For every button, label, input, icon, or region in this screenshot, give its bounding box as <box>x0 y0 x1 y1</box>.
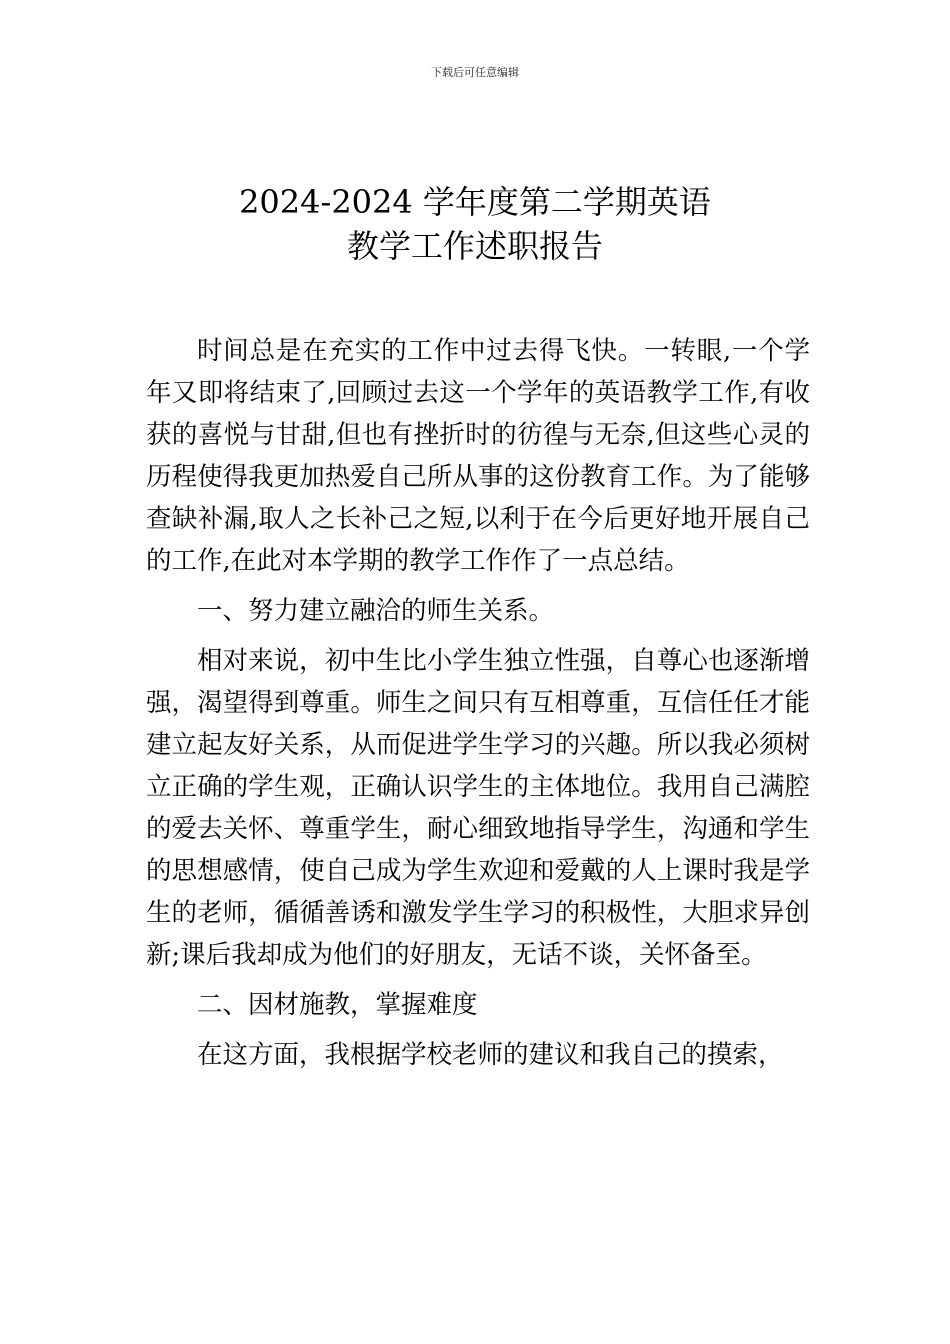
paragraph-section-1: 相对来说，初中生比小学生独立性强，自尊心也逐渐增强，渴望得到尊重。师生之间只有互相尊重，互信任任才能建立起友好关系，从而促进学生学习的兴趣。所以我必须树立正确的学生观，正确认识学生的主体地位。我用自己满腔的爱去关怀、尊重学生，耐心细致地指导学生，沟通和学生的思想感情，使自己成为学生欢迎和爱戴的人上课时我是学生的老师，循循善诱和激发学生学习的积极性，大胆求异创新;课后我却成为他们的好朋友，无话不谈，关怀备至。 <box>146 646 810 970</box>
paragraph-intro: 时间总是在充实的工作中过去得飞快。一转眼,一个学年又即将结束了,回顾过去这一个学年的英语教学工作,有收获的喜悦与甘甜,但也有挫折时的彷徨与无奈,但这些心灵的历程使得我更加热爱自己所从事的这份教育工作。为了能够查缺补漏,取人之长补己之短,以利于在今后更好地开展自己的工作,在此对本学期的教学工作作了一点总结。 <box>146 336 810 576</box>
section-heading-1: 一、努力建立融洽的师生关系。 <box>197 596 555 626</box>
header-note: 下载后可任意编辑 <box>431 66 519 79</box>
section-heading-2: 二、因材施教，掌握难度 <box>197 990 478 1020</box>
title-line-1: 2024-2024 学年度第二学期英语 <box>239 183 711 221</box>
document-body <box>146 330 810 1084</box>
title-line-2: 教学工作述职报告 <box>346 227 603 265</box>
paragraph-section-2: 在这方面，我根据学校老师的建议和我自己的摸索， <box>197 1040 784 1070</box>
document-title <box>0 180 950 268</box>
